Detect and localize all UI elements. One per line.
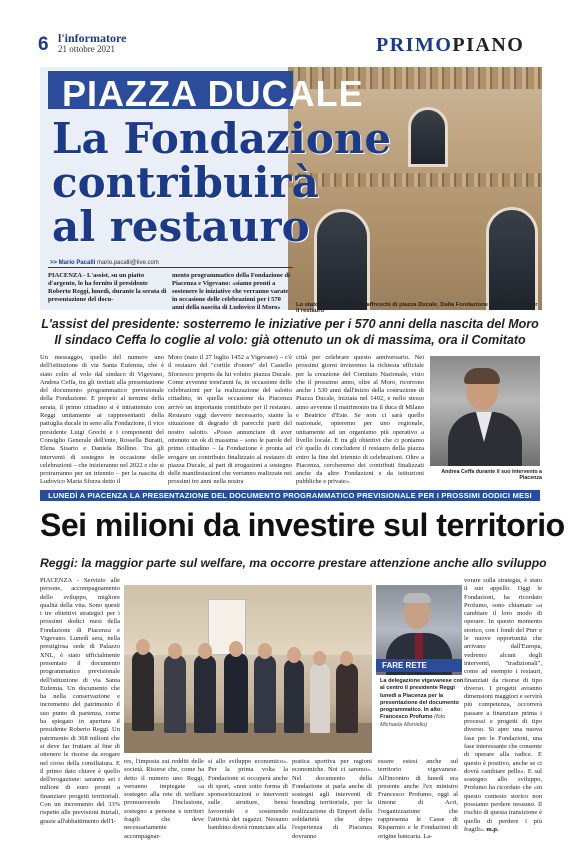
- section-title-primo: PRIMO: [376, 34, 453, 56]
- portrait-hair: [464, 368, 500, 384]
- topic-band-text: LUNEDÌ A PIACENZA LA PRESENTAZIONE DEL DOCUMENTO PROGRAMMATICO PREVISIONALE PER I PROSSIMI DODICI MESI: [48, 491, 532, 500]
- column-text: vorare sulla strategia, è stato il suo appello. Oggi le Fondazioni, ha ricordato Profumo, sono chiamate «a cambiare il loro modo di operare. In questo momento storico, con i fondi del Pnrr e le nuove opportunità che arrivano dall'Europa, vedremo alcuni degli interventi, "tradizionali", come ad esempio i restauri, finanziati da risorse di tipo diverso. I progetti avranno dimensioni maggiori e servirà più competenza, occorrerà passare a finanziare prima i processi e progetti di tipo diverso. Si apre una nuova fase per le Fondazioni, una fase interessante che consente di operare alla radice. E questo è positivo, anche se ci dovrà cambiare pelle». E sul sostegno allo sviluppo, Profumo ha ricordato che «in questo contesto storico non possiamo perdere nessuno. Il rischio di questa transizione è quello di perdere i più fragili».: [464, 577, 542, 833]
- section-title: [376, 34, 524, 57]
- person-head: [229, 641, 243, 657]
- subheadline-reggi: Reggi: la maggior parte sul welfare, ma occorre prestare attenzione anche allo sviluppo: [40, 556, 547, 570]
- portrait-hair: [403, 593, 431, 603]
- portrait-ceffa: [430, 356, 540, 466]
- side-caption-text: La delegazione vigevanese con al centro il presidente Reggi lunedì a Piacenza per la presentazione del documento programmatico. In alto: Francesco Profumo: [380, 678, 464, 721]
- headline-fondazione: [52, 114, 392, 251]
- person: [254, 655, 276, 733]
- article-column: [464, 577, 542, 834]
- headline-sei-milioni: Sei milioni da investire sul territorio: [40, 507, 565, 543]
- photo-wall: [124, 585, 372, 655]
- photo-caption: Lo stato di degrado degli affreschi di piazza Ducale. Dalla Fondazione un contributo per il restauro: [296, 302, 538, 314]
- page-header: [0, 0, 580, 64]
- byline-email[interactable]: mario.pacalli@live.com: [97, 260, 159, 266]
- person: [310, 663, 330, 733]
- headline-line: La Fondazione: [52, 114, 392, 163]
- portrait-caption: Andrea Ceffa durante il suo intervento a Piacenza: [441, 469, 542, 481]
- arched-window: [486, 207, 538, 310]
- article-column: Un messaggio, quello del numero uno dell'istituzione di via Santa Eufemia, che è stato colto al volo dal sindaco di Vigevano, Andrea Ceffa, tra gli invitati alla presentazione del documento programmatico previsionale della Fondazione. E proprio al termine della serata, il primo cittadino si è intrattenuto con Reggi unitamente ai rappresentanti della pattuglia ducale in seno alla Fondazione, il vice presidente Luigi Grechi e i componenti del Consiglio Generale dell'ente, Rossella Buratti, Elena Sisario e Daniela Bollino. Tra gli interventi di sostegno in occasione delle celebrazioni – che inizieranno nel 2022 e che si protrarranno per un triennio – per la nascita di Ludovico Maria Sforza detto il: [40, 354, 164, 486]
- subhead-line: Il sindaco Ceffa lo coglie al volo: già ottenuto un ok di massima, ora il Comitato: [54, 333, 526, 347]
- topic-band: [40, 490, 540, 501]
- page-number: 6: [38, 34, 49, 55]
- person: [132, 651, 154, 731]
- person: [284, 659, 304, 733]
- headline-line: contribuirà: [52, 158, 319, 207]
- person-head: [258, 643, 272, 659]
- side-caption: [380, 678, 464, 729]
- byline-author: >> Mario Pacalli: [50, 260, 96, 266]
- person-head: [198, 643, 212, 659]
- article-column: Moro (nato il 27 luglio 1452 a Vigevano) – c'è il restauro del "cortile d'onore" del Castello Sforzesco proprio da lui voluto: piazza Ducale. Come avvenne trent'anni fa, in occasione delle celebrazioni per la realizzazione del salotto cittadino, in quella occasione da Piacenza arrivò un importante contributo per il restauro. Restauro oggi davvero necessario, stante la situazione di degrado di parecchi parti del nostro salotto. «Posso annunciare di aver ottenuto un ok di massima – sono le parole del primo cittadino – la Fondazione è pronta ad erogare un contributo finalizzato al restauro di piazza Ducale, al pari di erogazioni a sostegno delle manifestazioni che verranno realizzate nei prossimi tre anni nella nostra: [168, 354, 292, 486]
- article-column: città per celebrare questo anniversario. Nei prossimi giorni invieremo la richiesta ufficiale per la creazione del Comitato Nazionale, visto che il prossimo anno, oltre al Moro, ricorrono anche i 530 anni dall'inizio della costruzione di Piazza Ducale, iniziata nel 1492, e nello stesso anno avvenne il matrimonio tra il duca di Milano e Beatrice d'Este. Se non ci sarà quello nazionale, opteremo per uno regionale, unitamente ad un organismo più operativo a livello locale. E tra gli obiettivi che ci poniamo c'è quello di concludere il restauro della piazza entro la fine del triennio di celebrazioni. Oltre a Piacenza, cercheremo dei contributi finalizzati anche da altre Fondazioni e da istituzioni pubbliche e private».: [296, 354, 424, 486]
- person-head: [287, 647, 301, 663]
- issue-date: 21 ottobre 2021: [58, 44, 115, 54]
- subhead-line: L'assist del presidente: sosterremo le iniziative per i 570 anni della nascita del Moro: [41, 317, 539, 331]
- portrait-tie: [415, 633, 423, 659]
- lead-text: PIACENZA - L'assist, su un piatto d'argento, lo ha fornito il presidente Roberto Reggi, lunedì, durante la serata di presentazione del docu-: [48, 272, 167, 303]
- byline: [50, 260, 159, 266]
- arched-window: [408, 107, 448, 167]
- article-column: pratica sportiva per ragioni economiche. Noi ci saremo». Nel documento della Fondazione si parla anche di sostegni agli interventi di branding territoriale, per la realizzazione di Empori della solidarietà che dopo l'esperienza di Piacenza dovranno: [292, 758, 372, 840]
- headline-line: al restauro: [52, 202, 310, 251]
- person-head: [313, 651, 326, 666]
- lead-text: mento programmatico della Fondazione di Piacenza e Vigevano: «siamo pronti a sostenere le iniziative che verranno varate in occasione delle celebrazioni per i 570 anni della nascita di Ludovico il Moro»: [172, 272, 290, 311]
- section-title-piano: PIANO: [452, 34, 525, 56]
- article-column: essere estesi anche sul territorio vigevanese. All'incontro di lunedì era presente anche l'ex ministro Francesco Profumo, oggi al timone di Acri, l'organizzazione che rappresenta le Casse di Risparmio e le Fondazioni di origine bancaria. La-: [378, 758, 458, 840]
- author-signature: m.p.: [486, 825, 499, 833]
- kicker-box: [48, 71, 364, 114]
- person: [224, 653, 248, 733]
- article-column: si allo sviluppo economico». Per la prima volta la Fondazione si occuperà anche di sport, «non sotto forma di sponsorizzazioni o interventi sulle strutture, bensì favorendo e sostenendo l'attività dei ragazzi. Nessuno bambino dovrà rinunciare alla: [208, 758, 288, 832]
- group-photo: [124, 585, 372, 753]
- kicker-text: PIAZZA DUCALE: [62, 73, 364, 114]
- person-head: [168, 643, 182, 659]
- person-head: [136, 639, 150, 655]
- person: [194, 655, 216, 733]
- article-column: PIACENZA - Servizio alle persone, accompagnamento dello sviluppo, migliore qualità della vita. Sono questi i tre obiettivi strategici per i prossimi dodici mesi della Fondazione di Piacenza e Vigevano. Lunedì sera, nella prestigiosa sede di Palazzo XNL, è stato ufficialmente presentato il documento programmatico previsionale dell'istituzione di via Santa Eufemia. Un documento che ha nella conservazione e incremento del patrimonio il suo punto di partenza, come ha spiegato in apertura il presidente Roberto Reggi. Un patrimonio di 368 milioni che si deve far fruttare al fine di ottenere le risorse da erogare nel corso della consiliatura. E il primo dato chiave è quello dell'erogazione: saranno sei i milioni di euro pronti a finanziare progetti territoriali. Con un incremento del 33% rispetto alle previsioni iniziali, grazie all'abbattimento dell'I-: [40, 577, 120, 825]
- person: [336, 663, 358, 733]
- divider: [48, 267, 293, 268]
- fare-rete-label: FARE RETE: [376, 659, 462, 672]
- subheadline-assist: [40, 316, 540, 348]
- photo-floor: [124, 723, 372, 753]
- person: [164, 655, 186, 733]
- article-column: res, l'imposta sui redditi delle società. Risorse che, come ha detto il numero uno Reggi, verranno impiegate «a sostegno alla rete di welfare promuovendo l'inclusione, sostegno a persone e territori fragili che deve necessariamente accompagnar-: [124, 758, 204, 840]
- person-head: [340, 651, 353, 666]
- masthead: l'informatore: [58, 31, 127, 45]
- photo-credit: (foto Michaela Morriello): [380, 714, 446, 728]
